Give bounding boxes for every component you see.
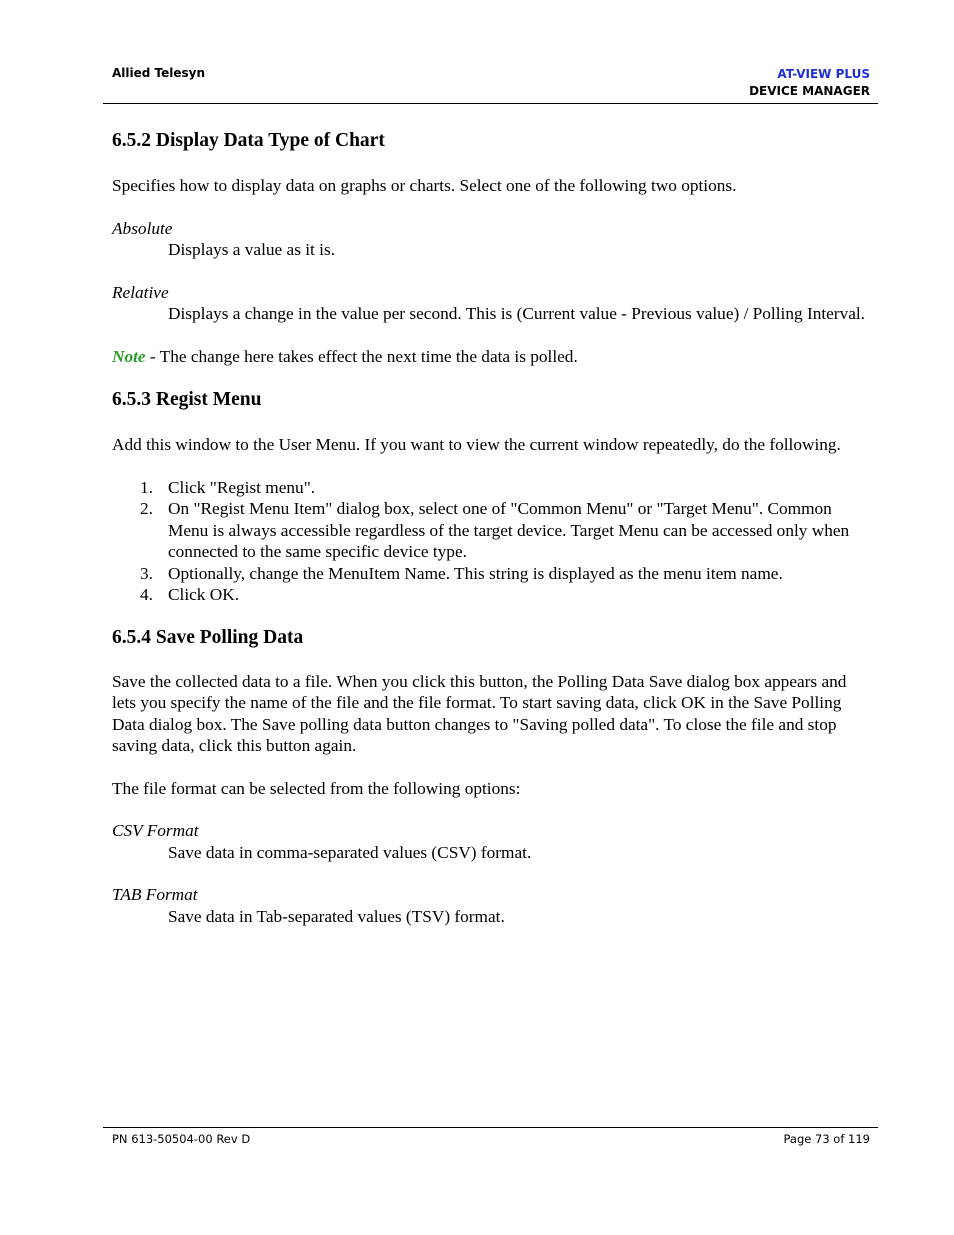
heading-6-5-2: 6.5.2 Display Data Type of Chart bbox=[112, 130, 385, 151]
term-relative: Relative bbox=[112, 282, 169, 302]
def-absolute: Displays a value as it is. bbox=[168, 240, 336, 259]
term-tab: TAB Format bbox=[112, 885, 198, 904]
term-absolute: Absolute bbox=[112, 218, 173, 238]
header-product: AT-VIEW PLUS bbox=[777, 67, 870, 81]
page-body bbox=[112, 128, 874, 927]
heading-6-5-4: 6.5.4 Save Polling Data bbox=[112, 626, 304, 648]
list-item bbox=[112, 584, 874, 606]
step-text: On "Regist Menu Item" dialog box, select one of "Common Menu" or "Target Menu". Common Menu is always accessible regardless of the target device. Target Menu can be accessed only when connected to the same specific device type. bbox=[168, 499, 850, 561]
s652-intro: Specifies how to display data on graphs or charts. Select one of the following two options. bbox=[112, 176, 737, 195]
s653-intro: Add this window to the User Menu. If you want to view the current window repeatedly, do the following. bbox=[112, 435, 841, 454]
header-title-block bbox=[749, 66, 870, 100]
footer-divider bbox=[103, 1127, 878, 1128]
def-csv: Save data in comma-separated values (CSV) format. bbox=[168, 842, 532, 862]
step-number: 1. bbox=[140, 477, 153, 497]
step-number: 4. bbox=[140, 585, 153, 604]
footer-page-number: Page 73 of 119 bbox=[783, 1132, 870, 1146]
regist-steps-list bbox=[112, 477, 874, 606]
header-section: DEVICE MANAGER bbox=[749, 84, 870, 98]
term-csv: CSV Format bbox=[112, 821, 199, 840]
def-tab: Save data in Tab-separated values (TSV) format. bbox=[168, 906, 505, 926]
list-item bbox=[112, 477, 874, 499]
footer-part-number: PN 613-50504-00 Rev D bbox=[112, 1132, 251, 1146]
step-number: 2. bbox=[140, 499, 153, 518]
note-text: - The change here takes effect the next time the data is polled. bbox=[145, 346, 578, 366]
step-text: Click OK. bbox=[168, 585, 240, 604]
header-divider bbox=[103, 103, 878, 104]
note-label: Note bbox=[112, 346, 146, 366]
header-company: Allied Telesyn bbox=[112, 66, 206, 80]
s654-intro: Save the collected data to a file. When you click this button, the Polling Data Save dialog box appears and lets you specify the name of the file and the file format. To start saving data, click OK in the Save Polling Data dialog box. The Save polling data button changes to "Saving polled data". To close the file and stop saving data, click this button again. bbox=[112, 671, 847, 755]
step-number: 3. bbox=[140, 563, 153, 583]
step-text: Click "Regist menu". bbox=[168, 477, 316, 497]
list-item bbox=[112, 498, 874, 563]
list-item bbox=[112, 563, 874, 585]
s654-formats-intro: The file format can be selected from the following options: bbox=[112, 778, 521, 798]
step-text: Optionally, change the MenuItem Name. This string is displayed as the menu item name. bbox=[168, 563, 783, 583]
def-relative: Displays a change in the value per second. This is (Current value - Previous value) / Polling Interval. bbox=[168, 304, 865, 323]
note-paragraph bbox=[112, 346, 874, 368]
heading-6-5-3: 6.5.3 Regist Menu bbox=[112, 389, 262, 410]
